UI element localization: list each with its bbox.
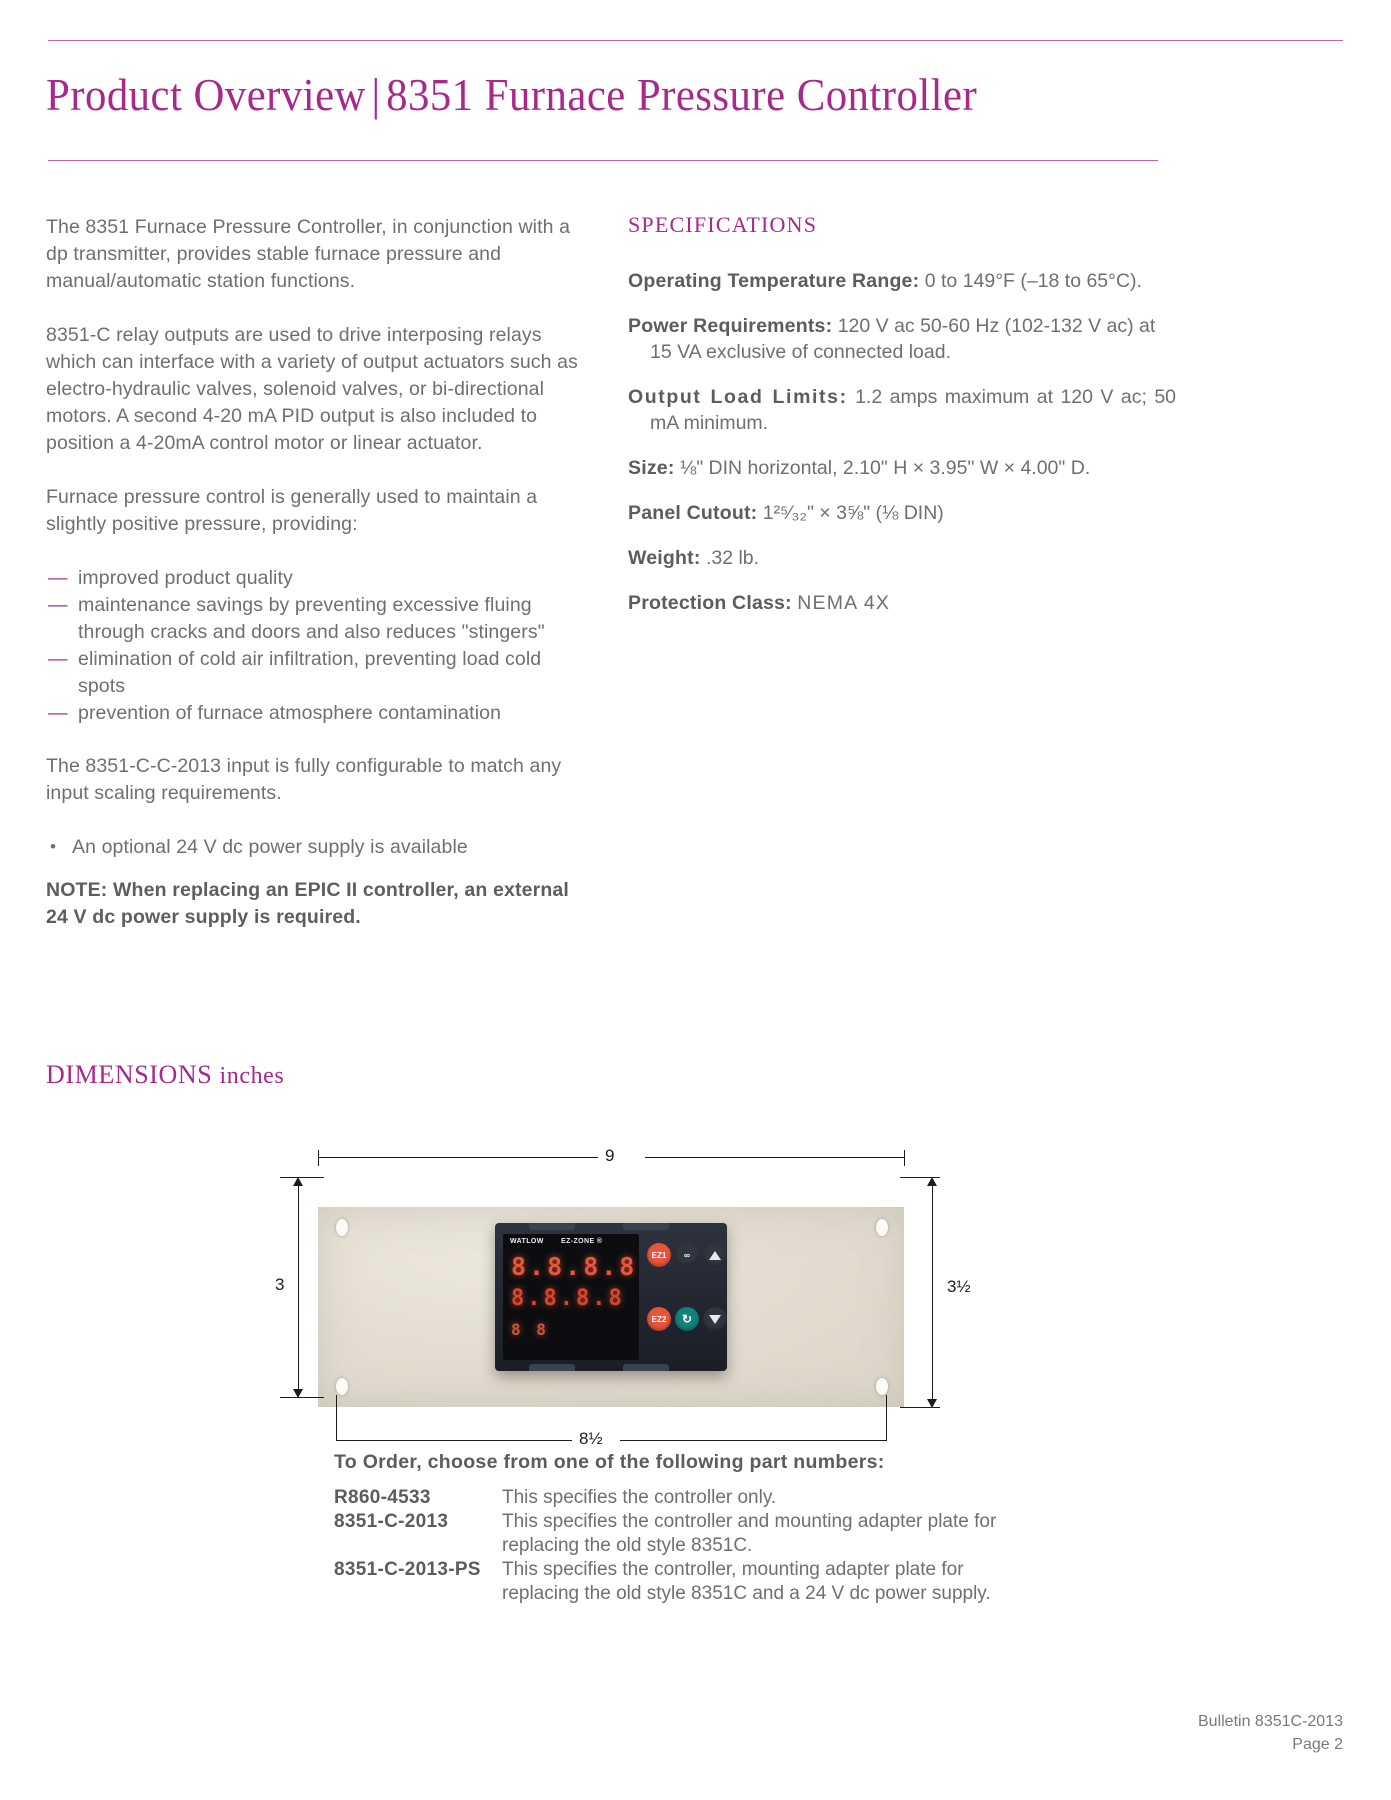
right-dim-arrow-bottom [927, 1399, 937, 1408]
spec-label: Weight: [628, 547, 701, 569]
order-row [334, 1510, 1034, 1558]
spec-protection-class [628, 590, 1176, 616]
left-dim-arrow-top [293, 1177, 303, 1186]
order-row [334, 1558, 1034, 1606]
header-rule-top [48, 40, 1343, 41]
benefit-text: prevention of furnace atmosphere contamination [78, 702, 502, 724]
bottom-dim-tick-left [336, 1395, 337, 1441]
spec-label: Size: [628, 457, 675, 479]
controller-unit [495, 1223, 727, 1371]
order-description: This specifies the controller and mounting adapter plate for replacing the old style 8351C. [502, 1511, 997, 1556]
display-annunciators [555, 1322, 631, 1348]
controller-display [503, 1234, 639, 1360]
bottom-dim-line-left [336, 1440, 574, 1441]
spec-weight [628, 545, 1176, 571]
left-column [46, 214, 591, 931]
dash-marker-icon: — [48, 594, 68, 616]
top-dim-tick-right [904, 1150, 905, 1166]
spec-value: 120 V ac 50-60 Hz (102-132 V ac) at 15 VA exclusive of connected load. [650, 315, 1156, 363]
controller-clip-icon [623, 1223, 669, 1230]
order-description: This specifies the controller only. [502, 1487, 777, 1508]
intro-paragraph: The 8351 Furnace Pressure Controller, in conjunction with a dp transmitter, provides stable furnace pressure and manual/automatic station functions. [46, 216, 571, 292]
controller-keypad [647, 1237, 719, 1357]
page-footer [1198, 1710, 1343, 1756]
page-title [46, 64, 977, 126]
bulletin-number: Bulletin 8351C-2013 [1198, 1713, 1343, 1730]
screw-hole-icon [876, 1378, 888, 1395]
dimensions-heading-label: DIMENSIONS [46, 1060, 213, 1089]
display-line-1: 8.8.8.8 [511, 1252, 638, 1281]
up-arrow-button[interactable] [703, 1243, 727, 1267]
list-item [46, 646, 591, 700]
order-section-title: To Order, choose from one of the following part numbers: [334, 1451, 885, 1473]
spec-value: 1.2 amps maximum at 120 V ac; 50 mA minimum. [650, 386, 1177, 434]
top-width-label: 9 [598, 1146, 621, 1166]
left-dim-line [298, 1181, 299, 1393]
ez2-button[interactable]: EZ2 [647, 1307, 671, 1331]
right-height-label: 3½ [940, 1277, 978, 1297]
list-item [46, 592, 591, 646]
benefit-text: elimination of cold air infiltration, preventing load cold spots [78, 648, 542, 697]
screw-hole-icon [336, 1219, 348, 1236]
input-config-paragraph: The 8351-C-C-2013 input is fully configurable to match any input scaling requirements. [46, 755, 562, 804]
top-dim-line-left [318, 1157, 598, 1158]
page-number: Page 2 [1292, 1736, 1343, 1753]
page-title-right: 8351 Furnace Pressure Controller [386, 69, 978, 120]
spec-power-requirements [628, 313, 1176, 365]
spec-size [628, 455, 1176, 481]
panel-photo [318, 1207, 904, 1407]
bottom-width-label: 8½ [572, 1429, 610, 1449]
spec-value: 0 to 149°F (–18 to 65°C). [924, 270, 1142, 292]
right-dim-line [932, 1181, 933, 1403]
top-dim-line-right [645, 1157, 904, 1158]
bottom-dim-tick-right [886, 1395, 887, 1441]
spec-value: ⅛" DIN horizontal, 2.10" H × 3.95" W × 4.00" D. [679, 457, 1091, 479]
page-title-divider: | [371, 69, 381, 120]
order-part-number: 8351-C-2013-PS [334, 1559, 481, 1580]
pressure-control-paragraph: Furnace pressure control is generally used to maintain a slightly positive pressure, providing: [46, 486, 538, 535]
spec-value: NEMA 4X [797, 592, 891, 614]
controller-clip-icon [529, 1223, 575, 1230]
cycle-button[interactable]: ↻ [675, 1307, 699, 1331]
spec-label: Operating Temperature Range: [628, 270, 920, 292]
relay-output-paragraph: 8351-C relay outputs are used to drive interposing relays which can interface with a variety of output actuators such as electro-hydraulic valves, solenoid valves, or bi-directional motors. A second 4-20 mA PID output is also included to position a 4-20mA control motor or linear actuator. [46, 324, 578, 454]
benefits-list [46, 565, 591, 727]
optional-power-bullet [46, 834, 591, 861]
header-rule-bottom [48, 160, 1158, 161]
list-item [46, 565, 591, 592]
right-column [628, 212, 1176, 635]
dimensions-heading [46, 1060, 284, 1090]
chevron-down-icon [709, 1315, 721, 1324]
display-line-3: 8 8 [511, 1320, 549, 1339]
spec-panel-cutout [628, 500, 1176, 526]
order-part-number: 8351-C-2013 [334, 1511, 449, 1532]
spec-value: 1²⁵⁄₃₂" × 3⅝" (⅛ DIN) [762, 502, 944, 524]
dimensions-unit-label: inches [219, 1063, 285, 1089]
right-dim-arrow-top [927, 1177, 937, 1186]
ez-zone-label: EZ-ZONE ® [561, 1238, 603, 1245]
top-dim-tick-left [318, 1150, 319, 1166]
dash-marker-icon: — [48, 702, 68, 724]
controller-clip-icon [529, 1364, 575, 1371]
spec-label: Panel Cutout: [628, 502, 758, 524]
dash-marker-icon: — [48, 567, 68, 589]
note-text: NOTE: When replacing an EPIC II controller, an external 24 V dc power supply is required. [46, 879, 569, 928]
optional-power-text: An optional 24 V dc power supply is available [72, 836, 468, 858]
order-part-number: R860-4533 [334, 1487, 431, 1508]
screw-hole-icon [876, 1219, 888, 1236]
left-height-label: 3 [268, 1275, 291, 1295]
bullet-dot-icon: • [50, 837, 57, 856]
list-item [46, 700, 591, 727]
screw-hole-icon [336, 1378, 348, 1395]
spec-label: Output Load Limits: [628, 386, 848, 408]
left-dim-arrow-bottom [293, 1389, 303, 1398]
order-section [334, 1450, 1034, 1606]
watlow-logo: WATLOW [510, 1238, 544, 1245]
spec-operating-temperature [628, 268, 1176, 294]
benefit-text: improved product quality [78, 567, 293, 589]
spec-label: Protection Class: [628, 592, 792, 614]
order-description: This specifies the controller, mounting adapter plate for replacing the old style 8351C and a 24 V dc power supply. [502, 1559, 991, 1604]
page-title-left: Product Overview [46, 69, 366, 120]
ez1-button[interactable]: EZ1 [647, 1243, 671, 1267]
down-arrow-button[interactable] [703, 1307, 727, 1331]
bottom-dim-line-right [620, 1440, 886, 1441]
dash-marker-icon: — [48, 648, 68, 670]
controller-clip-icon [623, 1364, 669, 1371]
chevron-up-icon [709, 1251, 721, 1260]
specifications-heading: SPECIFICATIONS [628, 212, 818, 237]
dimension-drawing [275, 1095, 1000, 1448]
spec-value: .32 lb. [705, 547, 760, 569]
display-line-2: 8.8.8.8 [511, 1286, 625, 1311]
spec-output-load-limits [628, 384, 1176, 436]
order-row [334, 1486, 1034, 1510]
benefit-text: maintenance savings by preventing excessive fluing through cracks and doors and also reduces "stingers" [78, 594, 545, 643]
spec-label: Power Requirements: [628, 315, 833, 337]
infinity-button[interactable]: ∞ [675, 1243, 699, 1267]
